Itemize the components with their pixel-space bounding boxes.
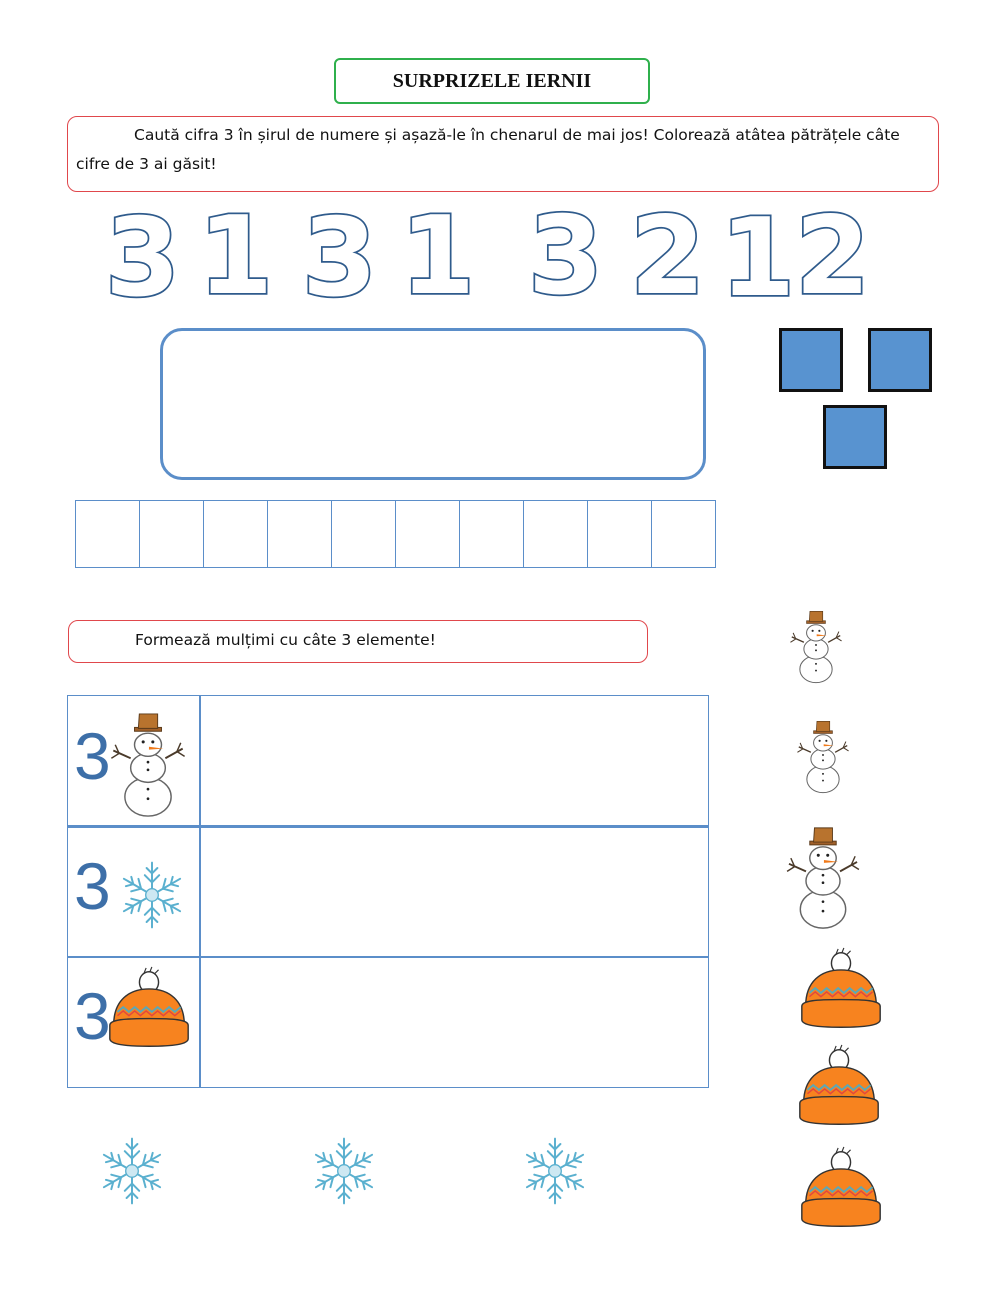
set-count-label: 3 bbox=[74, 979, 111, 1053]
digit: 2 bbox=[630, 195, 706, 310]
instruction-box-1 bbox=[67, 116, 939, 192]
instruction-text-1: Caută cifra 3 în șirul de numere și așază-le în chenarul de mai jos! Colorează atâtea pătrățele câte cifre de 3 ai găsit! bbox=[76, 126, 900, 173]
answer-box[interactable] bbox=[160, 328, 706, 480]
digit: 1 bbox=[400, 195, 476, 310]
set-drop-area[interactable] bbox=[201, 696, 708, 825]
grid-cell[interactable] bbox=[140, 501, 204, 567]
set-row-snowman bbox=[68, 696, 708, 825]
snowman-icon bbox=[108, 712, 188, 818]
snowman-icon[interactable] bbox=[785, 826, 861, 930]
set-row-hat bbox=[68, 958, 708, 1087]
blue-square[interactable] bbox=[868, 328, 932, 392]
page-title: SURPRIZELE IERNII bbox=[392, 69, 592, 92]
title-box bbox=[334, 58, 650, 104]
digit: 1 bbox=[198, 195, 274, 310]
color-squares-grid bbox=[75, 500, 716, 568]
snowflake-icon bbox=[116, 854, 188, 936]
set-count-label: 3 bbox=[74, 849, 111, 923]
snowflake-icon[interactable] bbox=[96, 1128, 168, 1214]
grid-cell[interactable] bbox=[268, 501, 332, 567]
grid-cell[interactable] bbox=[76, 501, 140, 567]
digit: 1 bbox=[720, 196, 796, 310]
grid-cell[interactable] bbox=[652, 501, 716, 567]
snowman-icon[interactable] bbox=[785, 720, 861, 794]
digit: 3 bbox=[105, 196, 181, 310]
snowflake-icon[interactable] bbox=[308, 1128, 380, 1214]
grid-cell[interactable] bbox=[332, 501, 396, 567]
set-count-label: 3 bbox=[74, 719, 111, 793]
digit: 3 bbox=[528, 195, 604, 310]
grid-cell[interactable] bbox=[588, 501, 652, 567]
sets-table bbox=[67, 695, 709, 1088]
winter-hat-icon[interactable] bbox=[798, 1143, 884, 1235]
grid-cell[interactable] bbox=[204, 501, 268, 567]
winter-hat-icon bbox=[106, 964, 192, 1054]
winter-hat-icon[interactable] bbox=[798, 945, 884, 1035]
snowman-icon[interactable] bbox=[778, 610, 854, 684]
snowflake-icon[interactable] bbox=[519, 1128, 591, 1214]
set-row-snowflake bbox=[68, 828, 708, 956]
winter-hat-icon[interactable] bbox=[796, 1042, 882, 1132]
grid-cell[interactable] bbox=[524, 501, 588, 567]
instruction-box-2 bbox=[68, 620, 648, 663]
blue-square[interactable] bbox=[823, 405, 887, 469]
digit-sequence bbox=[0, 195, 1000, 310]
grid-cell[interactable] bbox=[396, 501, 460, 567]
set-drop-area[interactable] bbox=[201, 828, 708, 956]
grid-cell[interactable] bbox=[460, 501, 524, 567]
digit: 3 bbox=[302, 196, 378, 310]
blue-square[interactable] bbox=[779, 328, 843, 392]
set-drop-area[interactable] bbox=[201, 958, 708, 1087]
instruction-text-2: Formează mulțimi cu câte 3 elemente! bbox=[135, 631, 436, 649]
digit: 2 bbox=[795, 195, 871, 310]
